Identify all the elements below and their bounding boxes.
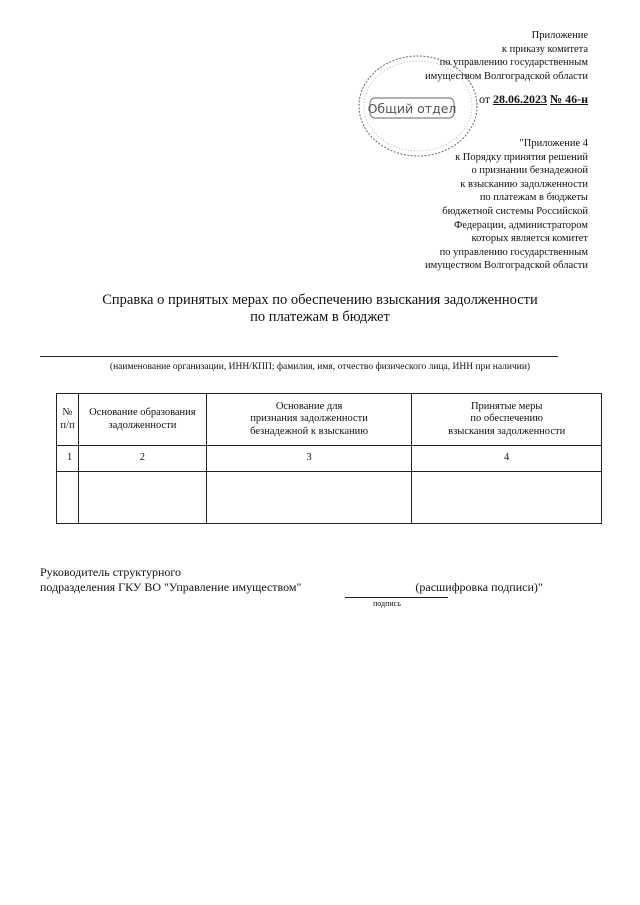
order-line xyxy=(479,92,588,107)
col-number-cell: 2 xyxy=(78,446,206,472)
header-line: по управлению государственным xyxy=(439,57,588,69)
signature-title-line-2 xyxy=(40,580,543,595)
order-prefix: от xyxy=(478,92,491,106)
signature-block xyxy=(40,565,543,595)
col-number-cell: 3 xyxy=(206,446,412,472)
header-basis-origin: Основание образования задолженности xyxy=(78,394,206,446)
appendix-line: которых является комитет xyxy=(471,233,588,245)
name-caption: (наименование организации, ИНН/КПП; фамилия, имя, отчество физического лица, ИНН при наличии) xyxy=(109,362,531,372)
appendix-line: по платежам в бюджеты xyxy=(479,192,588,204)
appendix-line: о признании безнадежной xyxy=(471,165,588,177)
header-line: имуществом Волгоградской области xyxy=(424,70,588,82)
appendix-line: по управлению государственным xyxy=(439,246,588,258)
empty-cell[interactable] xyxy=(78,472,206,524)
signature-title-line-1: Руководитель структурного xyxy=(40,565,182,579)
appendix-line: к Порядку принятия решений xyxy=(455,151,588,163)
title-line-1: Справка о принятых мерах по обеспечению взыскания задолженности xyxy=(102,292,538,308)
appendix-line: имуществом Волгоградской области xyxy=(424,260,588,272)
signature-line xyxy=(345,597,448,598)
order-number: № 46-н xyxy=(550,92,588,106)
header-basis-hopeless: Основание для признания задолженности безнадежной к взысканию xyxy=(206,394,412,446)
table-header-row xyxy=(57,394,602,446)
header-measures-taken: Принятые меры по обеспечению взыскания задолженности xyxy=(412,394,602,446)
appendix-line: бюджетной системы Российской xyxy=(442,205,588,217)
col-number-cell: 4 xyxy=(412,446,602,472)
empty-cell[interactable] xyxy=(57,472,79,524)
signature-caption: подпись xyxy=(373,599,401,608)
order-date: 28.06.2023 xyxy=(493,92,548,106)
header-number: № п/п xyxy=(57,394,79,446)
appendix-line: Федерации, администратором xyxy=(453,219,588,231)
header-line: к приказу комитета xyxy=(501,43,588,55)
signature-department: подразделения ГКУ ВО "Управление имуществом" xyxy=(40,580,302,594)
appendix-4-header xyxy=(425,137,588,273)
stamp-text: Общий отдел xyxy=(367,101,457,116)
appendix-line: "Приложение 4 xyxy=(519,138,588,149)
name-entry-line xyxy=(40,356,558,357)
document-title xyxy=(0,292,640,326)
table-empty-row xyxy=(57,472,602,524)
col-number-cell: 1 xyxy=(57,446,79,472)
header-line: Приложение xyxy=(531,30,588,41)
appendix-line: к взысканию задолженности xyxy=(460,178,588,190)
empty-cell[interactable] xyxy=(412,472,602,524)
signature-decode: (расшифровка подписи)" xyxy=(415,580,543,594)
measures-table xyxy=(56,393,602,524)
table-number-row xyxy=(57,446,602,472)
title-line-2: по платежам в бюджет xyxy=(250,309,390,325)
empty-cell[interactable] xyxy=(206,472,412,524)
